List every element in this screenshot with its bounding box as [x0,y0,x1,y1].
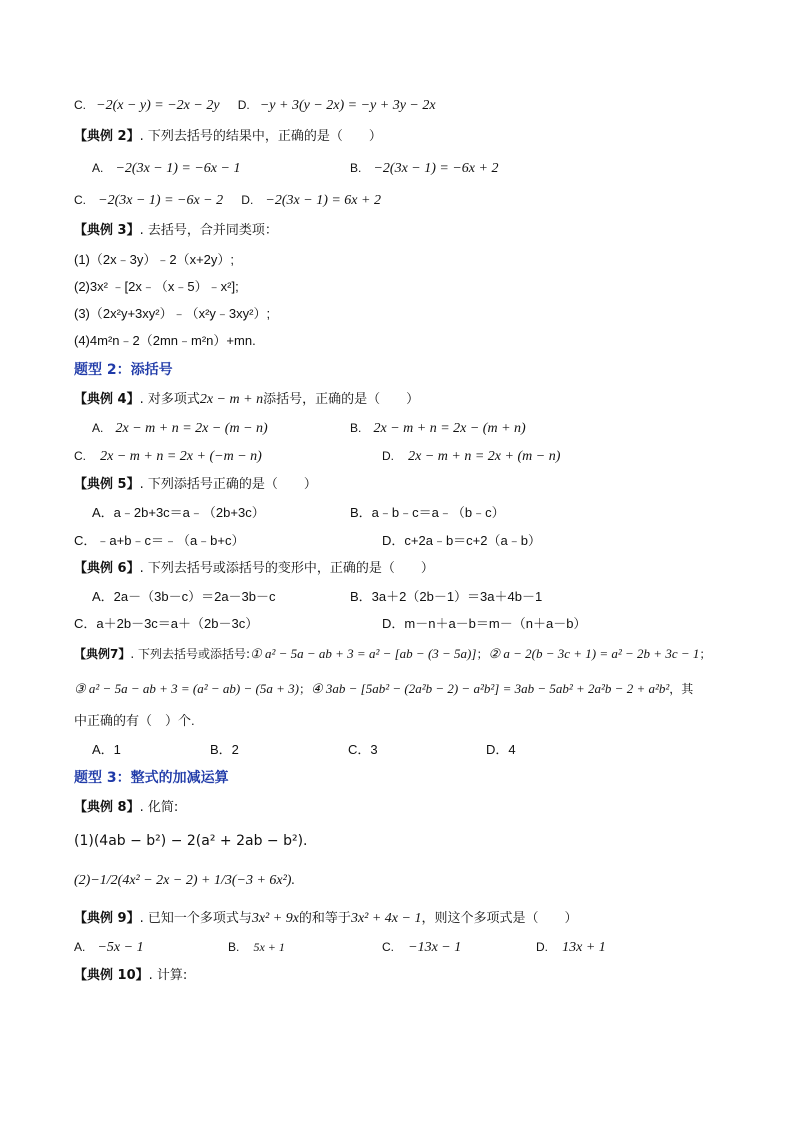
option-label: B. [228,940,240,954]
example-continuation: ③ a² − 5a − ab + 3 = (a² − ab) − (5a + 3)；④ 3ab − [5ab² − (2a²b − 2) − a²b²] = 3ab − 5ab² + 2a²b − 2 + a²b²，其 [74,681,694,696]
math-expression: −2(3x − 1) = −6x + 2 [373,161,499,176]
option-label: C. [382,940,394,954]
option-row [74,96,436,115]
example-title: 【典例 2】 [74,129,140,144]
option-c: C．a＋2b－3c＝a＋（2b－3c） [74,616,259,631]
math-expression: −13x − 1 [408,940,462,955]
example-question [74,476,317,494]
math-expression: −2(3x − 1) = −6x − 1 [115,161,241,176]
question-text: 添括号，正确的是（ ） [263,392,420,407]
math-expression: (2)−1/2(4x² − 2x − 2) + 1/3(−3 + 6x²). [74,873,295,888]
example-title: 【典例 3】 [74,223,140,238]
math-expression: 13x + 1 [562,940,606,955]
option-row [92,159,240,178]
option-label: D. [237,98,250,112]
math-expression: ② a − 2(b − 3c + 1) = a² − 2b + 3c − 1 [488,646,700,661]
sub-question-2 [74,872,295,890]
option-label: A. [74,940,86,954]
example-question [74,391,419,409]
example-title: 【典例 10】 [74,968,149,983]
option-label: D. [241,193,254,207]
option-row [350,419,526,438]
example-title: 【典例 5】 [74,477,140,492]
example-title: 【典例 9】 [74,911,140,926]
question-text: ，则这个多项式是（ ） [421,911,578,926]
sub-question-3: (3)（2x²y+3xy²）﹣（x²y﹣3xy²）; [74,306,271,321]
question-text: . 化简: [139,800,179,815]
question-text: 的和等于 [298,911,351,926]
option-a: A．1 [92,742,121,757]
question-text: . 去括号，合并同类项： [139,223,278,238]
math-expression: ④ 3ab − [5ab² − (2a²b − 2) − a²b²] = 3ab − 5ab² + 2a²b − 2 + a²b² [310,681,670,696]
example-question [74,560,434,578]
section-heading: 题型 3：整式的加减运算 [74,770,229,786]
math-expression: −2(3x − 1) = −6x − 2 [98,193,224,208]
math-expression: ③ a² − 5a − ab + 3 = (a² − ab) − (5a + 3) [74,681,299,696]
question-text: . 下列去括号或添括号: [130,647,251,661]
option-d: D．4 [486,742,516,757]
example-question: 【典例7】. 下列去括号或添括号:① a² − 5a − ab + 3 = a² − [ab − (3 − 5a)]；② a − 2(b − 3c + 1) = a² − 2b + 3c − 1； [74,646,712,661]
math-expression: 3x² + 9x [251,911,299,926]
option-a: A．2a－（3b－c）＝2a－3b－c [92,589,276,604]
math-expression: −2(3x − 1) = 6x + 2 [265,193,381,208]
math-expression: 2x − m + n = 2x − (m + n) [373,421,526,436]
sub-question-1: (1)(4ab − b²) − 2(a² + 2ab − b²). [74,833,308,849]
example-title: 【典例 4】 [74,392,140,407]
sub-question-1: (1)（2x﹣3y）﹣2（x+2y）; [74,252,235,267]
option-b: B．2 [210,742,239,757]
question-text: . 下列去括号的结果中，正确的是（ ） [139,129,382,144]
example-question [74,967,187,985]
option-d: D．m－n＋a－b＝m－（n＋a－b） [382,616,587,631]
math-expression: 3x² + 4x − 1 [350,911,422,926]
option-row [74,447,262,466]
example-question [74,222,278,240]
question-text: ，其 [669,682,694,696]
sub-question-2: (2)3x² ﹣[2x﹣（x﹣5）﹣x²]; [74,279,239,294]
example-question [74,128,382,146]
question-text: 中正确的有（ ）个. [74,713,195,728]
example-question [74,910,577,928]
math-expression: ① a² − 5a − ab + 3 = a² − [ab − (3 − 5a)] [250,646,477,661]
math-expression: 2x − m + n = 2x − (m − n) [115,421,268,436]
math-expression: −y + 3(y − 2x) = −y + 3y − 2x [259,98,436,113]
option-d: D．c+2a﹣b＝c+2（a﹣b） [382,533,541,548]
option-label: D. [382,449,394,463]
math-expression: 2x − m + n [199,392,264,407]
example-title: 【典例 8】 [74,800,140,815]
option-b: B．3a＋2（2b－1）＝3a＋4b－1 [350,589,543,604]
example-title: 【典例7】 [74,647,131,661]
sub-question-4: (4)4m²n﹣2（2mn﹣m²n）+mn. [74,333,256,348]
option-label: C. [74,449,86,463]
option-label: A. [92,161,104,175]
option-row [74,191,381,210]
question-text: . 对多项式 [139,392,200,407]
math-expression: −2(x − y) = −2x − 2y [96,98,220,113]
question-text: . 下列添括号正确的是（ ） [139,477,317,492]
math-expression: 2x − m + n = 2x + (m − n) [408,449,561,464]
math-expression: 5x + 1 [253,940,285,954]
question-text: . 下列去括号或添括号的变形中，正确的是（ ） [139,561,434,576]
option-label: C. [74,193,86,207]
option-label: A. [92,421,104,435]
option-a: A．a﹣2b+3c＝a﹣（2b+3c） [92,505,265,520]
option-row [350,159,498,178]
option-row [228,938,285,957]
option-row [382,447,560,466]
option-row [92,419,268,438]
option-row [74,938,144,957]
example-question [74,799,178,817]
question-text: . 已知一个多项式与 [139,911,252,926]
option-row [536,938,606,957]
option-row [382,938,461,957]
math-expression: −5x − 1 [97,940,144,955]
section-heading: 题型 2：添括号 [74,362,173,378]
option-label: C. [74,98,86,112]
option-label: D. [536,940,548,954]
option-label: B. [350,421,362,435]
option-b: B．a﹣b﹣c＝a﹣（b﹣c） [350,505,505,520]
math-expression: 2x − m + n = 2x + (−m − n) [100,449,262,464]
question-text: . 计算: [148,968,188,983]
option-label: B. [350,161,362,175]
option-c: C．3 [348,742,378,757]
option-c: C．﹣a+b﹣c＝﹣（a﹣b+c） [74,533,245,548]
example-title: 【典例 6】 [74,561,140,576]
